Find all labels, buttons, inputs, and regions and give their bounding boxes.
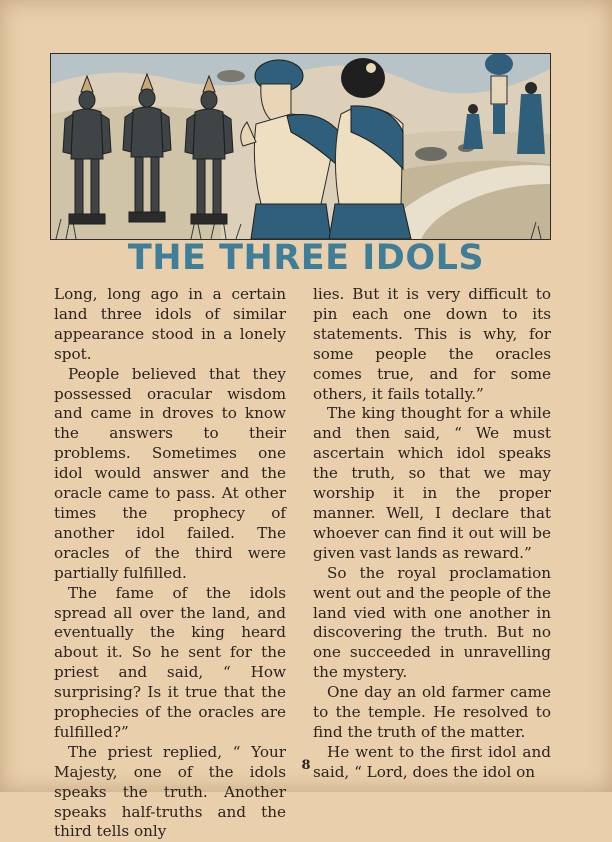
rock <box>415 147 447 161</box>
story-illustration <box>50 53 551 240</box>
paragraph: People believed that they possessed oracular wisdom and came in droves to know the answers to their problems. Sometimes one idol would answer and the oracle came to pass. At other times the prophecy of another idol failed. The oracles of the third were partially fulfilled. <box>54 364 286 582</box>
paragraph: One day an old farmer came to the temple. He resolved to find the truth of the matter. <box>313 683 551 741</box>
paragraph: He went to the first idol and said, “ Lord, does the idol on <box>313 742 551 781</box>
story-title: THE THREE IDOLS <box>127 238 485 278</box>
paragraph: The priest replied, “ Your Majesty, one of the idols speaks the truth. Another speaks half-truths and the third tells only <box>54 742 286 841</box>
paragraph: The king thought for a while and then said, “ We must ascertain which idol speaks the truth, so that we may worship it in the proper manner. Well, I declare that whoever can find it out will be given vast lands as reward.” <box>313 404 551 562</box>
illustration-drawing <box>51 54 550 239</box>
paragraph: The fame of the idols spread all over the land, and eventually the king heard about it. So he sent for the priest and said, “ How surprising? Is it true that the prophecies of the oracles are fulfilled?” <box>54 583 286 741</box>
paragraph: So the royal proclamation went out and the people of the land vied with one another in discovering the truth. But no one succeeded in unravelling the mystery. <box>313 563 551 682</box>
page-number: 8 <box>301 758 311 773</box>
rock <box>217 70 245 82</box>
paragraph: lies. But it is very difficult to pin each one down to its statements. This is why, for some people the oracles comes true, and for some others, it fails totally.” <box>313 285 551 403</box>
text-column-right <box>313 285 551 783</box>
paragraph: Long, long ago in a certain land three idols of similar appearance stood in a lonely spot. <box>54 285 286 363</box>
